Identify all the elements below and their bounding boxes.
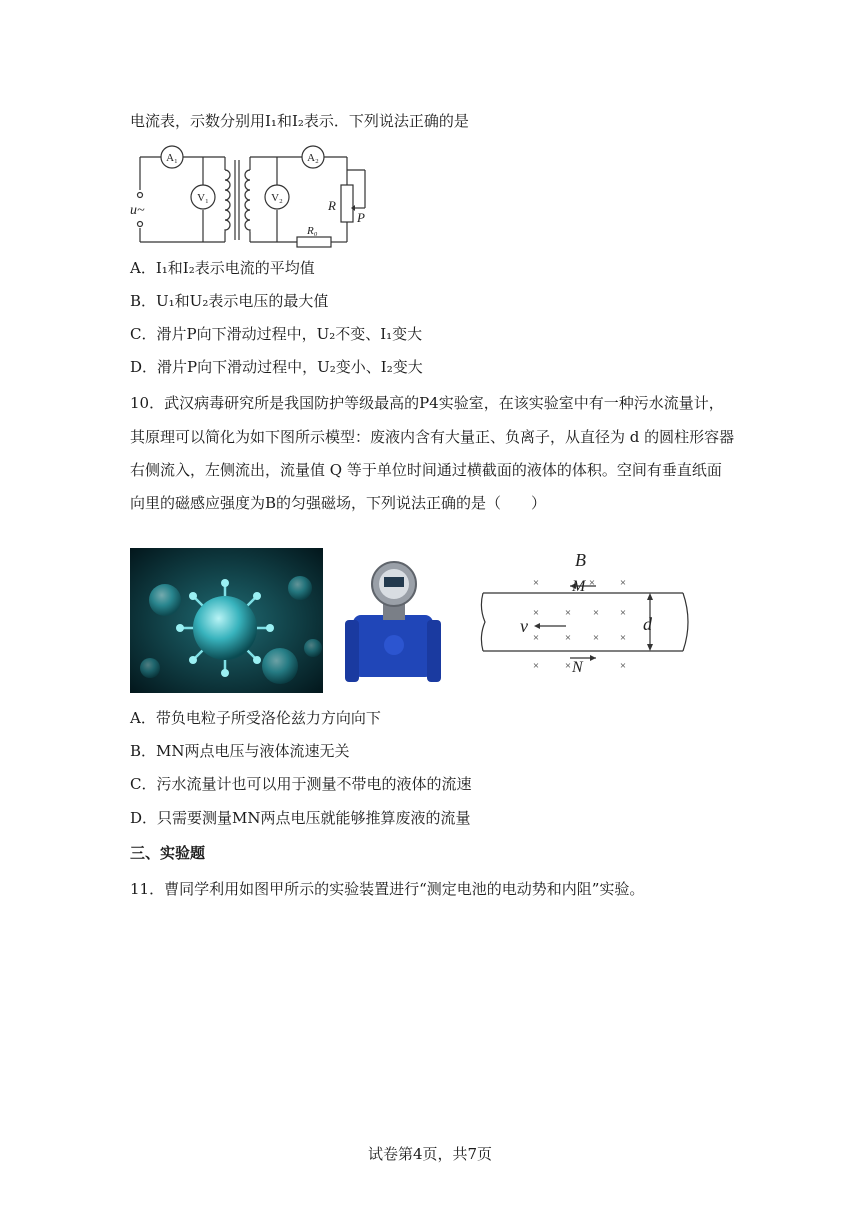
point-m-label: M <box>572 578 586 595</box>
q9-option-a: A．I₁和I₂表示电流的平均值 <box>130 259 315 277</box>
flowmeter-photo <box>343 560 443 690</box>
voltmeter-v2-label: V₂ <box>271 192 283 204</box>
field-b-label: B <box>575 550 586 570</box>
q9-option-b: B．U₁和U₂表示电压的最大值 <box>130 292 329 310</box>
ammeter-a1-label: A₁ <box>166 152 178 164</box>
cross-mark: × <box>619 660 627 672</box>
resistor-r0-label: R₀ <box>307 225 318 237</box>
cross-mark: × <box>532 577 540 589</box>
cross-mark: × <box>588 577 596 589</box>
q10-option-a: A．带负电粒子所受洛伦兹力方向向下 <box>130 709 381 727</box>
cross-mark: × <box>564 607 572 619</box>
diameter-d-label: d <box>643 614 652 634</box>
transformer-circuit-diagram <box>125 140 375 250</box>
cross-mark: × <box>532 632 540 644</box>
cross-mark: × <box>592 607 600 619</box>
cross-mark: × <box>532 660 540 672</box>
slider-p-label: P <box>357 210 365 225</box>
q10-line-3: 右侧流入，左侧流出，流量值 Q 等于单位时间通过横截面的液体的体积。空间有垂直纸面 <box>130 461 722 479</box>
q10-line-1: 10．武汉病毒研究所是我国防护等级最高的P4实验室，在该实验室中有一种污水流量计， <box>130 394 724 412</box>
cross-mark: × <box>564 632 572 644</box>
cross-mark: × <box>619 607 627 619</box>
cross-mark: × <box>592 632 600 644</box>
section-heading: 三、实验题 <box>130 844 206 862</box>
q10-option-d: D．只需要测量MN两点电压就能够推算废液的流量 <box>130 809 471 827</box>
q10-line-2: 其原理可以简化为如下图所示模型：废液内含有大量正、负离子，从直径为 d 的圆柱形容器 <box>130 428 735 446</box>
q10-option-b: B．MN两点电压与液体流速无关 <box>130 742 350 760</box>
q9-option-c: C．滑片P向下滑动过程中，U₂不变、I₁变大 <box>130 325 423 343</box>
velocity-v-label: v <box>520 616 528 636</box>
source-u-label: u~ <box>130 203 145 218</box>
q9-option-d: D．滑片P向下滑动过程中，U₂变小、I₂变大 <box>130 358 423 376</box>
q10-line-4: 向里的磁感应强度为B的匀强磁场，下列说法正确的是（ ） <box>130 494 547 512</box>
point-n-label: N <box>572 659 583 676</box>
virus-image <box>130 548 323 693</box>
cross-mark: × <box>619 577 627 589</box>
q10-option-c: C．污水流量计也可以用于测量不带电的液体的流速 <box>130 775 472 793</box>
cross-mark: × <box>564 660 572 672</box>
intro-line: 电流表，示数分别用I₁和I₂表示．下列说法正确的是 <box>130 112 469 130</box>
page-footer: 试卷第4页，共7页 <box>367 1145 493 1163</box>
cross-mark: × <box>532 607 540 619</box>
voltmeter-v1-label: V₁ <box>197 192 209 204</box>
resistor-r-label: R <box>328 198 336 213</box>
flowmeter-schematic <box>478 548 698 676</box>
cross-mark: × <box>619 632 627 644</box>
q11-line: 11．曹同学利用如图甲所示的实验装置进行“测定电池的电动势和内阻”实验。 <box>130 880 645 898</box>
ammeter-a2-label: A₂ <box>307 152 319 164</box>
